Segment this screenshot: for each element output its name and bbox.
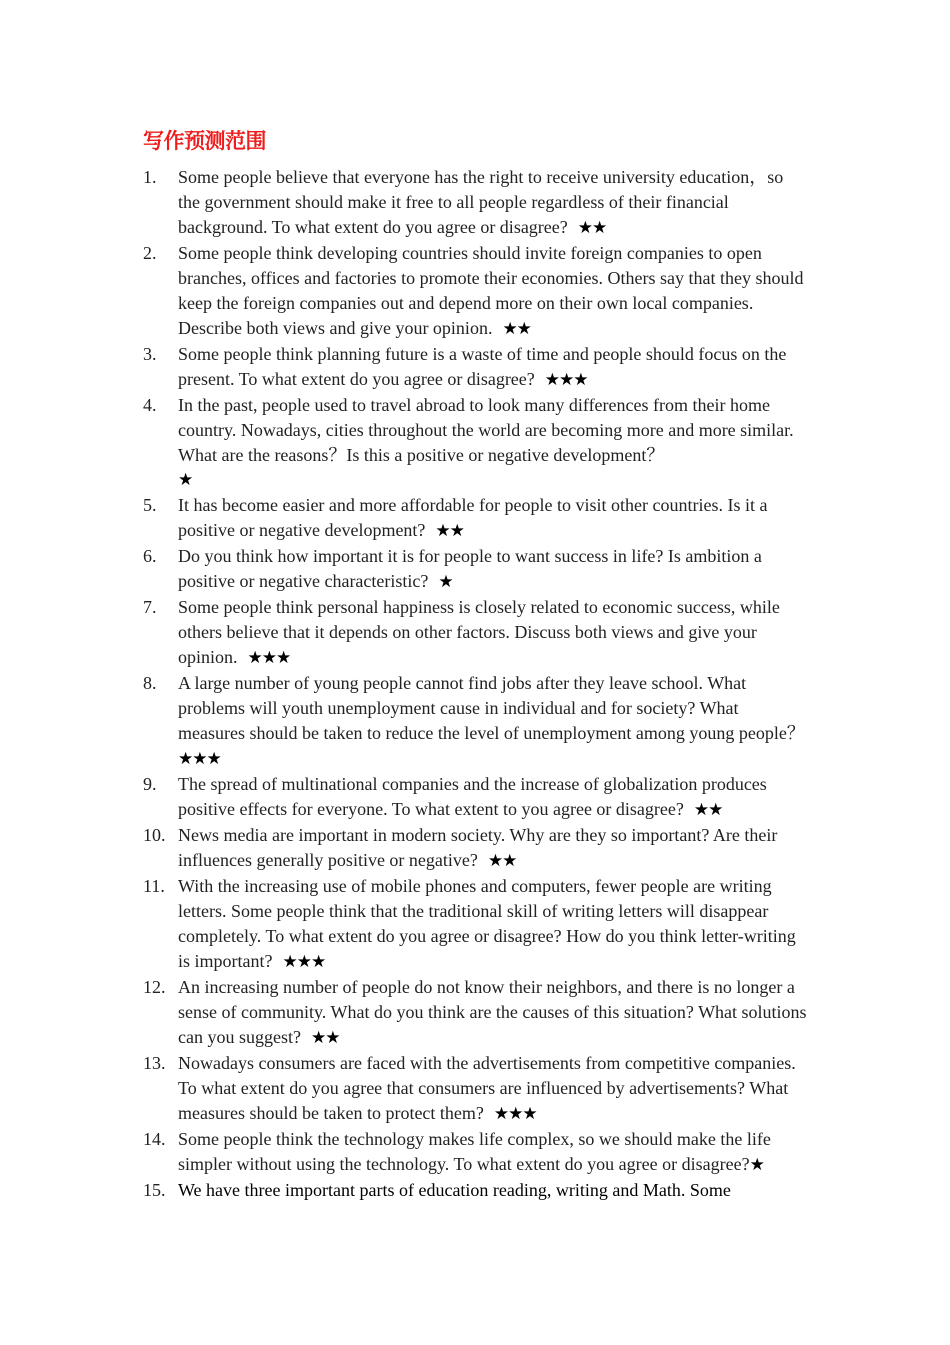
rating-stars: ★★★ <box>178 749 221 769</box>
question-number: 10. <box>143 825 166 845</box>
question-text: Some people think developing countries should invite foreign companies to open branches, offices and factories to promote their economies. Others say that they should keep the foreign companies out and depend more on their own local companies. Describe both views and give your opinion. ★★ <box>178 243 804 339</box>
question-text: Some people think the technology makes life complex, so we should make the life simpler without using the technology. To what extent do you agree or disagree?★ <box>178 1129 771 1175</box>
list-item <box>143 165 808 241</box>
rating-stars: ★★ <box>310 1028 340 1048</box>
list-item <box>143 823 808 874</box>
question-text: Nowadays consumers are faced with the advertisements from competitive companies. To what extent do you agree that consumers are influenced by advertisements? What measures should be taken to protect them? ★★★ <box>178 1053 796 1124</box>
rating-stars: ★★ <box>502 319 531 339</box>
list-item <box>143 1051 808 1127</box>
question-number: 5. <box>143 495 157 515</box>
list-item <box>143 342 808 393</box>
list-item <box>143 874 808 975</box>
question-text: The spread of multinational companies and the increase of globalization produces positive effects for everyone. To what extent to you agree or disagree? ★★ <box>178 774 767 820</box>
rating-stars: ★ <box>749 1155 764 1175</box>
rating-stars: ★ <box>178 470 193 490</box>
rating-stars: ★★ <box>435 521 464 541</box>
question-text: Some people think personal happiness is closely related to economic success, while others believe that it depends on other factors. Discuss both views and give your opinion. ★★★ <box>178 597 780 668</box>
list-item <box>143 975 808 1051</box>
question-text: In the past, people used to travel abroad to look many differences from their home country. Nowadays, cities throughout the world are becoming more and more similar. What are the reasons？Is this a positive or negative development？ ★ <box>178 393 808 493</box>
list-item <box>143 1127 808 1178</box>
page-title: 写作预测范围 <box>143 129 266 153</box>
rating-stars: ★★★ <box>544 370 588 390</box>
question-text: We have three important parts of education reading, writing and Math. Some <box>178 1180 731 1200</box>
question-number: 13. <box>143 1053 166 1073</box>
list-item <box>143 671 808 772</box>
rating-stars: ★ <box>438 572 453 592</box>
question-number: 7. <box>143 597 157 617</box>
list-item <box>143 544 808 595</box>
question-number: 15. <box>143 1180 166 1200</box>
question-text: It has become easier and more affordable for people to visit other countries. Is it a positive or negative development? ★★ <box>178 495 768 541</box>
rating-stars: ★★★ <box>282 952 326 972</box>
question-text: Some people believe that everyone has the right to receive university education，so the government should make it free to all people regardless of their financial background. To what extent do you agree or disagree? ★★ <box>178 167 784 238</box>
question-text: News media are important in modern society. Why are they so important? Are their influences generally positive or negative? ★★ <box>178 825 778 871</box>
question-number: 12. <box>143 977 166 997</box>
rating-stars: ★★★ <box>247 648 291 668</box>
list-item <box>143 393 808 493</box>
rating-stars: ★★★ <box>493 1104 537 1124</box>
question-text: A large number of young people cannot find jobs after they leave school. What problems will youth unemployment cause in individual and for society? What measures should be taken to reduce the level of unemployment among young people？★★★ <box>178 673 805 769</box>
list-item <box>143 1178 808 1204</box>
list-item <box>143 772 808 823</box>
question-list <box>143 165 808 1204</box>
list-item <box>143 241 808 342</box>
question-number: 8. <box>143 673 157 693</box>
question-number: 6. <box>143 546 157 566</box>
question-text: An increasing number of people do not know their neighbors, and there is no longer a sense of community. What do you think are the causes of this situation? What solutions can you suggest? ★★ <box>178 977 807 1048</box>
question-text: With the increasing use of mobile phones and computers, fewer people are writing letters. Some people think that the traditional skill of writing letters will disappear completely. To what extent do you agree or disagree? How do you think letter-writing is important? ★★★ <box>178 876 796 972</box>
rating-stars: ★★ <box>693 800 723 820</box>
question-number: 3. <box>143 344 157 364</box>
list-item <box>143 595 808 671</box>
question-number: 4. <box>143 395 157 415</box>
list-item <box>143 493 808 544</box>
question-text: Some people think planning future is a waste of time and people should focus on the present. To what extent do you agree or disagree? ★★★ <box>178 344 787 390</box>
question-number: 11. <box>143 876 165 896</box>
question-text: Do you think how important it is for people to want success in life? Is ambition a positive or negative characteristic? ★ <box>178 546 762 592</box>
question-number: 2. <box>143 243 157 263</box>
question-number: 14. <box>143 1129 166 1149</box>
rating-stars: ★★ <box>577 218 607 238</box>
rating-stars: ★★ <box>487 851 517 871</box>
question-number: 1. <box>143 167 157 187</box>
question-number: 9. <box>143 774 157 794</box>
